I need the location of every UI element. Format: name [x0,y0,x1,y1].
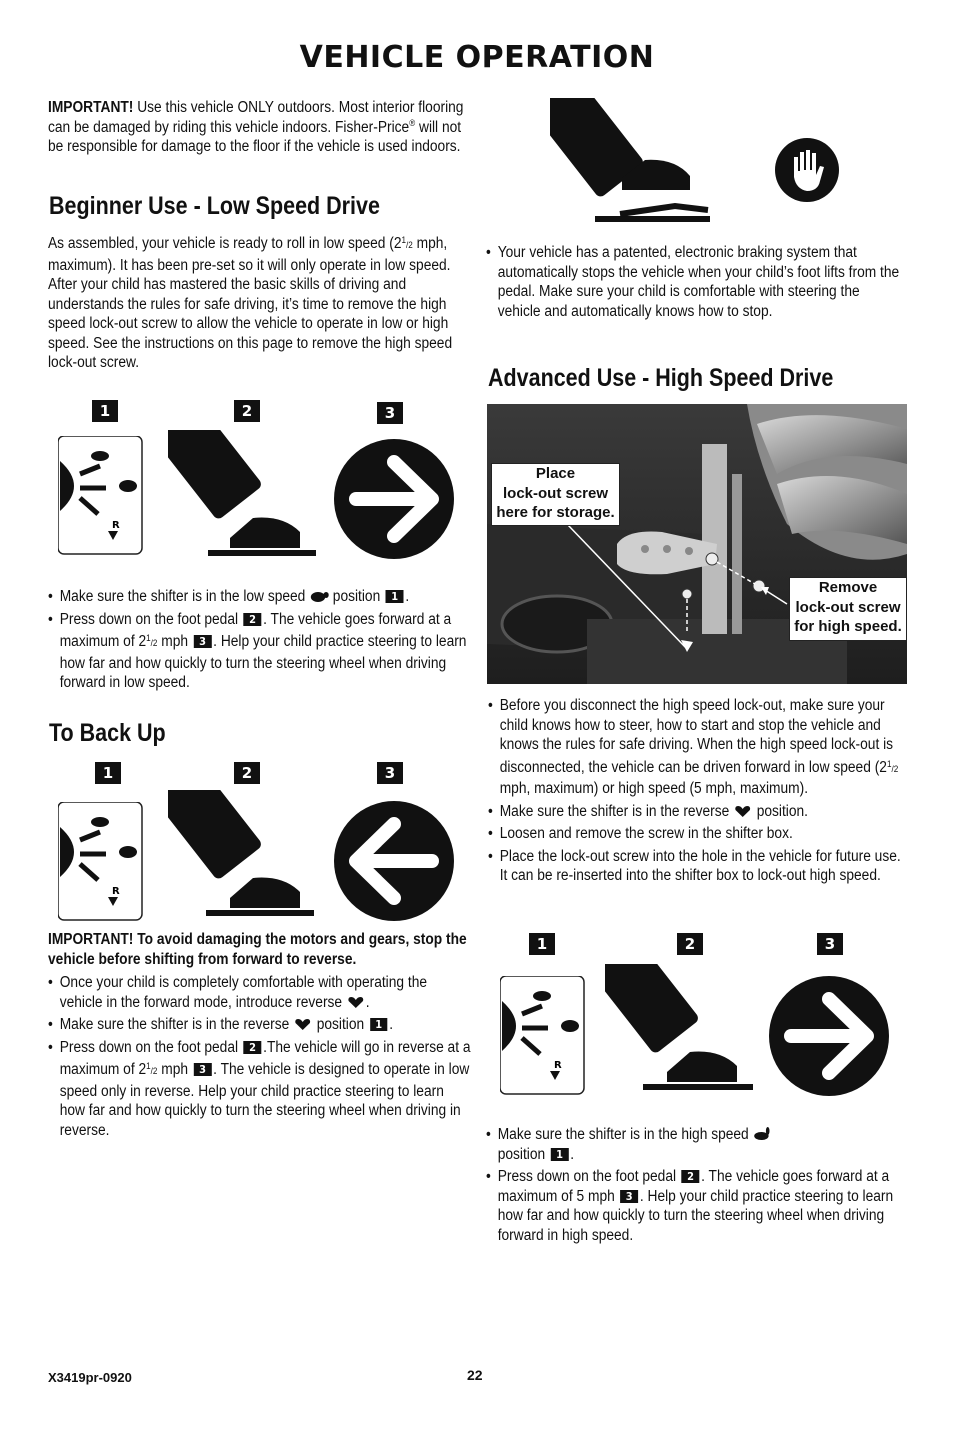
backup-heading: To Back Up [49,719,166,747]
bullet-text: position. [756,802,808,820]
arrow-forward-icon [332,437,456,561]
arrow-forward-icon [767,974,891,1098]
important-label: IMPORTANT! [48,99,134,116]
foot-lift-pedal-icon [550,98,720,228]
reverse-heart-icon [346,995,366,1009]
list-item: • Press down on the foot pedal 2 .The vehicle will go in reverse at a maximum of $2^1/2$ mph 3 . The vehicle is designed to operate in low speed only in reverse. Help your child practice steering to learn how far and how quickly to turn the steering wheel when driving in reverse. [48,1038,471,1141]
callout-line: Place [535,465,576,482]
step-ref-1: 1 [551,1148,569,1161]
list-item: • Once your child is completely comfortable with operating the vehicle in the forward mode, introduce reverse . [48,973,471,1012]
lockout-screw-photo [487,404,907,684]
backup-bullets [48,973,471,1143]
bullet-text: mph [157,1061,189,1078]
bullet-text: . Help your child practice steering to learn how far and how quickly to turn the steering wheel when driving forward in low speed. [59,633,467,691]
important-text-2: will not be responsible for damage to the floor if the vehicle is used indoors. [48,118,462,155]
bullet-text: Make sure the shifter is in the reverse [499,802,730,820]
frac-num: 1 [886,758,892,769]
bullet-text: position [332,588,381,605]
rabbit-icon [753,1127,773,1141]
frac-sep: / [891,763,894,774]
backup-important: IMPORTANT! To avoid damaging the motors and gears, stop the vehicle before shifting from forward to reverse. [48,931,467,968]
stop-hand-icon [774,137,840,203]
list-item [486,1167,902,1245]
callout-line: here for storage. [496,504,615,521]
callout-remove-screw [789,577,907,641]
bullet-text: Make sure the shifter is in the reverse [59,1016,290,1033]
list-item: • Your vehicle has a patented, electronic braking system that automatically stops the vehicle when your child’s foot lifts from the pedal. Make sure your child is comfortable with steering the vehicle and automatically knows how to stop. [486,243,900,321]
foot-pedal-icon [605,964,755,1094]
important-intro [48,98,471,157]
bullet-text: Make sure the shifter is in the high speed [497,1126,749,1143]
beginner-para-1: As assembled, your vehicle is ready to roll in low speed (2 [48,235,402,252]
foot-pedal-icon [168,790,318,920]
advanced-bullets [488,696,904,889]
step-ref-2: 2 [244,613,262,626]
step-badge-3: 3 [377,402,403,424]
bullet-text: The vehicle will go in reverse at a maximum of 2 [59,1038,471,1078]
bullet-text: Before you disconnect the high speed lock-out, make sure your child knows how to steer, how to start and stop the vehicle and knows the rules for safe driving. When the high speed lock-out is disconnected, the vehicle can be driven forward in low speed (2 [499,697,894,776]
frac-den: 2 [152,638,158,648]
bullet-text: . The vehicle goes forward at a maximum of 2 [59,610,452,650]
step-badge-3: 3 [817,933,843,955]
step-ref-2: 2 [244,1041,262,1054]
shifter-r-label: R [554,1060,562,1071]
important-text-1: Use this vehicle ONLY outdoors. Most interior flooring can be damaged by riding this vehicle indoors. Fisher-Price [48,99,464,136]
foot-pedal-icon [168,430,318,560]
step-badge-1: 1 [529,933,555,955]
list-item: • Make sure the shifter is in the high speed position 1 . [486,1125,902,1164]
list-item: • Make sure the shifter is in the low speed position 1 . [48,587,471,607]
callout-place-storage [491,463,620,526]
step-badge-1: 1 [95,762,121,784]
callout-line: lock-out screw [795,598,901,616]
list-item [488,696,904,799]
bullet-text: Press down on the foot pedal [59,610,239,628]
step-badge-1: 1 [92,400,118,422]
shifter-low-icon [58,436,144,556]
frac-sep: / [150,1066,153,1076]
callout-line: lock-out screw [502,484,609,502]
bullet-text: position [497,1145,546,1163]
frac-num: 1 [146,633,151,643]
bullet-text: . The vehicle goes forward at a maximum of 5 mph [497,1168,890,1205]
bullet-text: mph [157,633,189,650]
step-ref-3: 3 [194,635,212,648]
list-item [488,802,904,822]
frac-den: 2 [893,763,899,774]
shifter-r-label: R [112,886,120,897]
page-number: 22 [467,1367,483,1383]
page-title: VEHICLE OPERATION [299,40,655,75]
step-ref-1: 1 [370,1018,388,1031]
bullet-text: Make sure the shifter is in the low speed [59,588,306,605]
step-ref-2: 2 [682,1170,700,1183]
shifter-high-icon [500,976,586,1096]
shifter-r-label: R [112,520,120,531]
step-ref-1: 1 [386,590,404,603]
turtle-icon [309,589,329,603]
beginner-heading: Beginner Use - Low Speed Drive [49,192,380,220]
beginner-bullets [48,587,471,696]
bullet-text: Press down on the foot pedal [497,1168,677,1185]
frac-den: 2 [408,240,413,250]
frac-num: 1 [401,235,407,245]
beginner-paragraph [48,231,460,373]
bullet-text: Once your child is completely comfortable with operating the vehicle in the forward mode, introduce reverse [59,974,428,1011]
step-badge-2: 2 [234,762,260,784]
shifter-reverse-icon [58,802,144,922]
step-badge-3: 3 [377,762,403,784]
registered-mark: ® [409,117,416,128]
list-item: • Loosen and remove the screw in the shifter box. [488,824,904,844]
list-item [48,610,471,693]
reverse-heart-icon [293,1017,313,1031]
frac-sep: / [406,240,409,250]
step-ref-3: 3 [194,1063,212,1076]
callout-line: Remove [818,579,878,596]
arrow-reverse-icon [332,799,456,923]
list-item: • Make sure the shifter is in the reverse position 1 . [48,1015,471,1035]
bullet-text: Press down on the foot pedal [59,1038,239,1056]
bullet-text: mph, maximum) or high speed (5 mph, maximum). [499,780,809,797]
beginner-para-2: mph, maximum). It has been pre-set so it will only operate in low speed. After your child has mastered the basic skills of driving and understands the rules for safe driving, it’s time to remove the high speed lock-out screw to allow the vehicle to operate in low or high speed. See the instructions on this page to remove the high speed lock-out screw. [48,235,453,371]
document-code: X3419pr-0920 [48,1370,132,1385]
highspeed-bullets [486,1125,902,1248]
frac-sep: / [150,638,153,648]
step-ref-3: 3 [620,1190,638,1203]
callout-line: for high speed. [794,618,902,635]
bullet-text: . Help your child practice steering to learn how far and how quickly to turn the steering wheel when driving forward in high speed. [497,1187,894,1244]
frac-num: 1 [146,1061,151,1071]
braking-info [486,243,900,324]
bullet-text: . The vehicle is designed to operate in low speed only in reverse. Help your child practice steering to learn how far and how quickly to turn the steering wheel when driving in reverse. [59,1061,470,1139]
reverse-heart-icon [733,804,753,818]
list-item: • Place the lock-out screw into the hole in the vehicle for future use. It can be re-inserted into the shifter box to lock-out high speed. [488,847,904,886]
step-badge-2: 2 [677,933,703,955]
step-badge-2: 2 [234,400,260,422]
advanced-heading: Advanced Use - High Speed Drive [488,364,834,392]
bullet-text: position [316,1016,365,1033]
frac-den: 2 [152,1066,158,1076]
